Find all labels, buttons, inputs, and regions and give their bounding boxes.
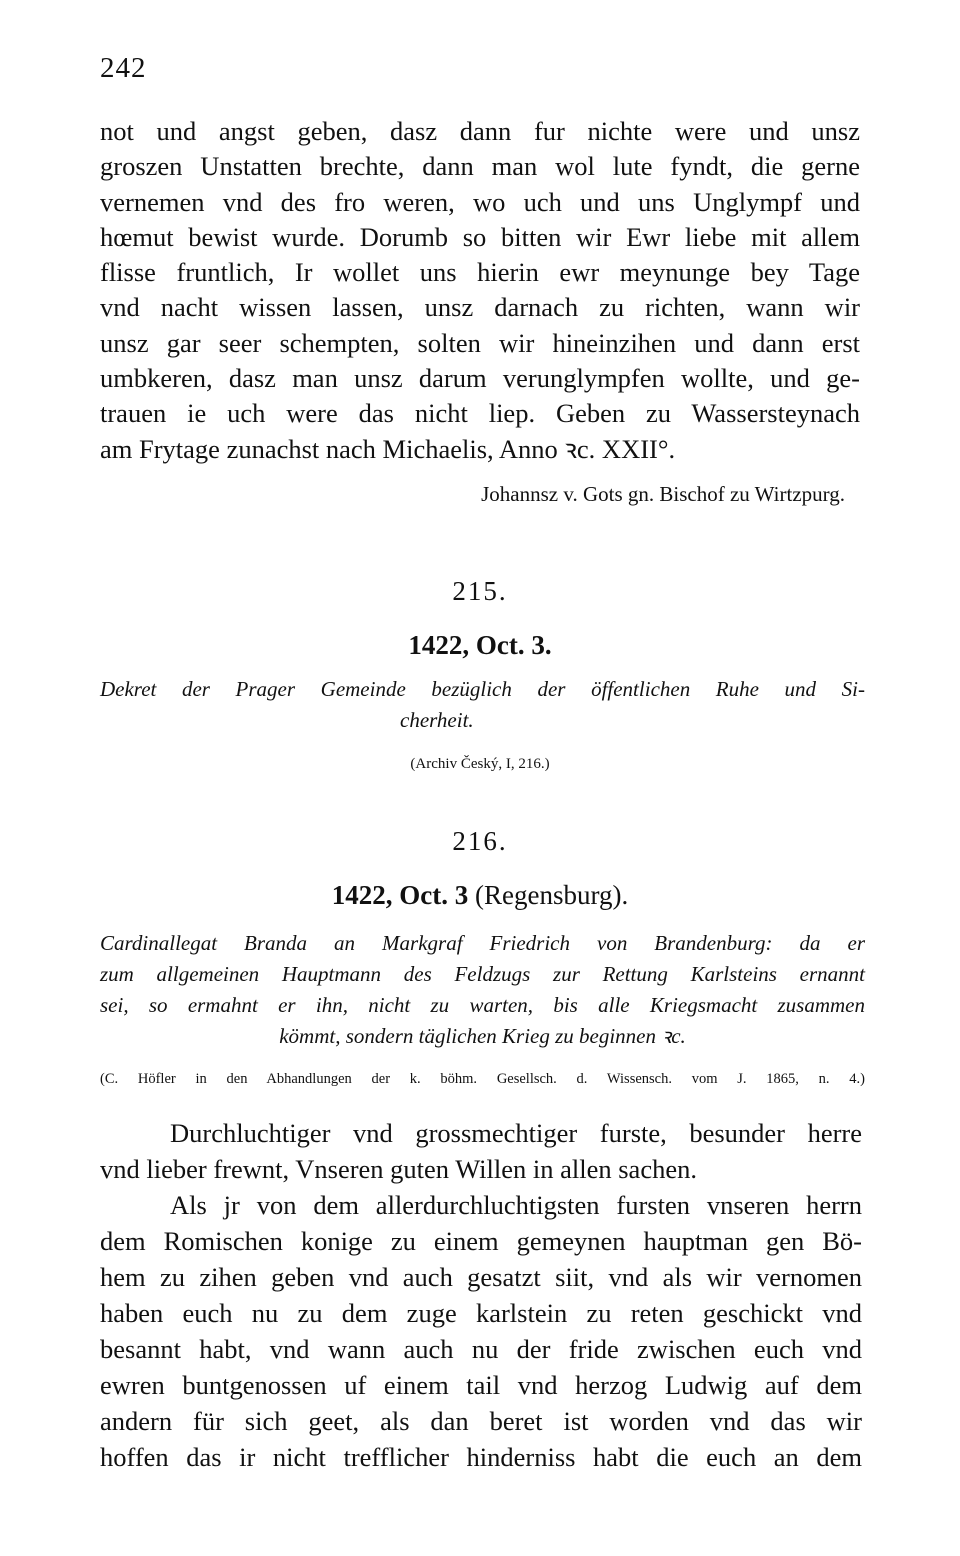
date-place: (Regensburg).: [475, 880, 629, 910]
text-line: vnd lieber frewnt, Vnseren guten Willen in allen sachen.: [100, 1154, 697, 1184]
text-line: hoffen das ir nicht trefflicher hinderniss habt die euch an dem: [100, 1442, 862, 1472]
text-line: am Frytage zunachst nach Michaelis, Anno ꝛc. XXII°.: [100, 433, 676, 464]
signature-line: Johannsz v. Gots gn. Bischof zu Wirtzpurg.: [481, 482, 845, 506]
summary-line: Cardinallegat Branda an Markgraf Friedrich von Brandenburg: da er: [100, 931, 865, 955]
text-line: hœmut bewist wurde. Dorumb so bitten wir Ewr liebe mit allem: [100, 221, 860, 252]
summary-line: sei, so ermahnt er ihn, nicht zu warten, bis alle Kriegsmacht zusammen: [100, 993, 865, 1017]
summary-line: cherheit.: [400, 708, 474, 732]
summary-line: kömmt, sondern täglichen Krieg zu beginnen ꝛc.: [279, 1024, 686, 1048]
text-line: trauen ie uch were das nicht liep. Geben zu Wassersteynach: [100, 398, 860, 429]
text-line: ewren buntgenossen uf einem tail vnd herzog Ludwig auf dem: [100, 1370, 862, 1400]
text-line: hem zu zihen geben vnd auch gesatzt siit, vnd als wir vernomen: [100, 1262, 862, 1292]
letter-text-216: [100, 1115, 862, 1475]
text-line: groszen Unstatten brechte, dann man wol lute fyndt, die gerne: [100, 151, 860, 182]
document-number-215: 215.: [452, 576, 508, 606]
text-line: flisse fruntlich, Ir wollet uns hierin ewr meynunge bey Tage: [100, 257, 860, 288]
text-line: not und angst geben, dasz dann fur nichte were und unsz: [100, 116, 860, 146]
document-source-216: (C. Höfler in den Abhandlungen der k. böhm. Gesellsch. d. Wissensch. vom J. 1865, n. 4.): [100, 1071, 865, 1087]
page-number: 242: [100, 52, 147, 84]
text-line: Als jr von dem allerdurchluchtigsten fursten vnseren herrn: [170, 1190, 862, 1220]
summary-line: Dekret der Prager Gemeinde bezüglich der öffentlichen Ruhe und Si-: [100, 677, 865, 701]
text-line: dem Romischen konige zu einem gemeynen hauptman gen Bö-: [100, 1226, 862, 1256]
text-line: vernemen vnd des fro weren, wo uch und uns Unglympf und: [100, 186, 860, 217]
text-line: andern für sich geet, als dan beret ist worden vnd das wir: [100, 1406, 862, 1436]
date-text: 1422, Oct. 3.: [408, 630, 552, 660]
text-line: besannt habt, vnd wann auch nu der fride zwischen euch vnd: [100, 1334, 862, 1364]
document-summary-216: [100, 928, 865, 1052]
summary-line: zum allgemeinen Hauptmann des Feldzugs zur Rettung Karlsteins ernannt: [100, 962, 865, 986]
text-line: unsz gar seer schempten, solten wir hineinzihen und dann erst: [100, 327, 860, 358]
document-source-215: (Archiv Český, I, 216.): [410, 756, 550, 772]
document-summary-215: [100, 674, 865, 736]
document-date-215: [100, 630, 860, 661]
text-line: vnd nacht wissen lassen, unsz darnach zu richten, wann wir: [100, 292, 860, 323]
date-text: 1422, Oct. 3: [331, 880, 469, 910]
text-line: umbkeren, dasz man unsz darum verunglympfen wollte, und ge-: [100, 363, 860, 394]
text-line: Durchluchtiger vnd grossmechtiger furste, besunder herre: [170, 1118, 862, 1148]
text-line: haben euch nu zu dem zuge karlstein zu reten geschickt vnd: [100, 1298, 862, 1328]
document-date-216: [100, 880, 860, 911]
continued-letter-text: [100, 114, 860, 467]
document-number-216: 216.: [452, 826, 508, 856]
